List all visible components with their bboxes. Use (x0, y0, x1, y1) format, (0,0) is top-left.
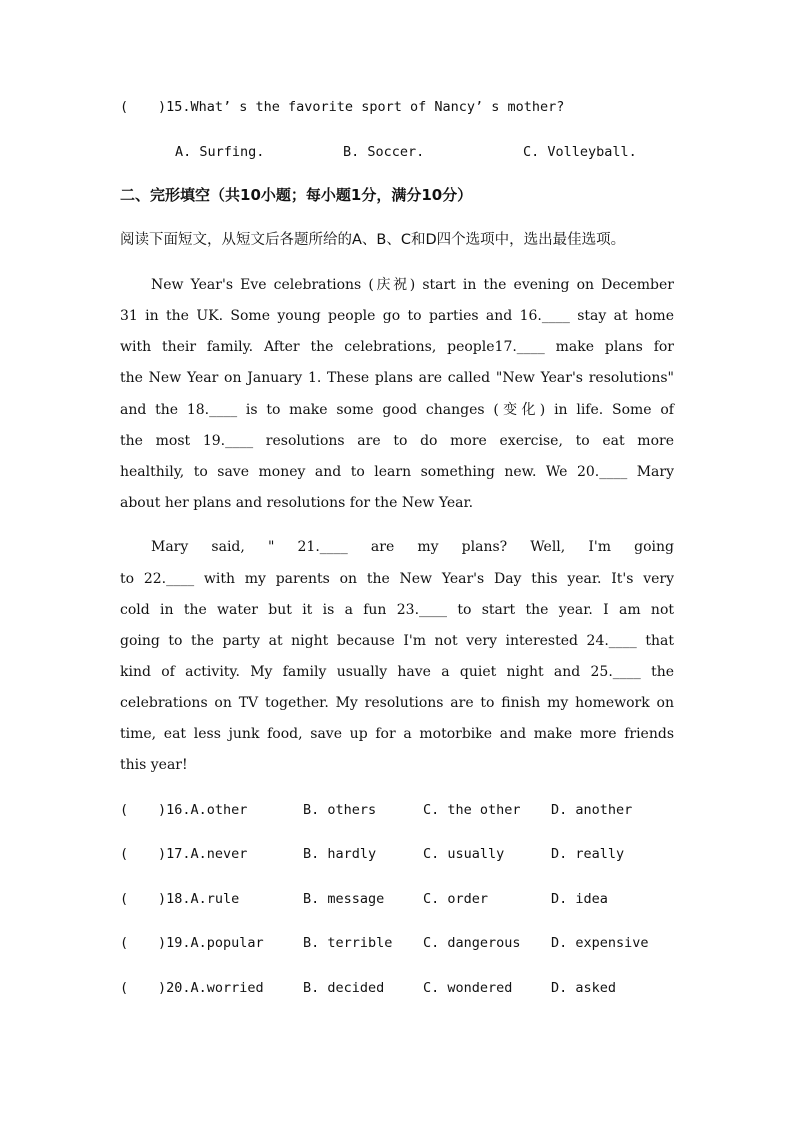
q15-line (120, 98, 565, 116)
passage-p2-line-3: cold in the water but it is a fun 23.____ to start the year. I am not (120, 602, 674, 618)
q20-option-c: C. wondered (423, 980, 513, 996)
q15-option-c: C. Volleyball. (523, 144, 637, 160)
q15-paren: ( (120, 99, 129, 115)
q20-option-d: D. asked (551, 980, 617, 996)
passage-p1-line-5: and the 18.____ is to make some good changes (变化) in life. Some of (120, 402, 674, 418)
passage-p1-line-4: the New Year on January 1. These plans are called "New Year's resolutions" (120, 370, 674, 386)
q15-text: )15.What’ s the favorite sport of Nancy’ s mother? (158, 99, 565, 115)
passage-p1-line-8: about her plans and resolutions for the New Year. (120, 495, 474, 511)
q16-option-a: )16.A.other (158, 802, 248, 818)
q16-option-d: D. another (551, 802, 633, 818)
q19-option-d: D. expensive (551, 935, 649, 951)
q19-option-a: )19.A.popular (158, 935, 264, 951)
passage-p2-line-8: this year! (120, 757, 188, 773)
q16-option-b: B. others (303, 802, 377, 818)
passage-p1-line-7: healthily, to save money and to learn something new. We 20.____ Mary (120, 464, 674, 480)
passage-p2-line-2: to 22.____ with my parents on the New Year's Day this year. It's very (120, 571, 674, 587)
section-instruction: 阅读下面短文，从短文后各题所给的A、B、C和D四个选项中，选出最佳选项。 (120, 232, 626, 248)
passage-p2-line-1: Mary said, " 21.____ are my plans? Well, I'm going (151, 539, 674, 555)
q18-option-b: B. message (303, 891, 385, 907)
q18-option-a: )18.A.rule (158, 891, 240, 907)
passage-p2-line-4: going to the party at night because I'm not very interested 24.____ that (120, 633, 674, 649)
q17-paren: ( (120, 846, 129, 862)
q16-option-c: C. the other (423, 802, 521, 818)
passage-p2-line-6: celebrations on TV together. My resolutions are to finish my homework on (120, 695, 674, 711)
section-heading: 二、完形填空（共10小题；每小题1分，满分10分） (120, 186, 473, 204)
q15-option-b: B. Soccer. (343, 144, 425, 160)
q17-option-a: )17.A.never (158, 846, 248, 862)
q20-option-a: )20.A.worried (158, 980, 264, 996)
q15-option-a: A. Surfing. (175, 144, 265, 160)
q17-option-c: C. usually (423, 846, 505, 862)
q19-option-b: B. terrible (303, 935, 393, 951)
passage-p2-line-5: kind of activity. My family usually have a quiet night and 25.____ the (120, 664, 674, 680)
q20-paren: ( (120, 980, 129, 996)
q19-paren: ( (120, 935, 129, 951)
q20-option-b: B. decided (303, 980, 385, 996)
passage-p1-line-3: with their family. After the celebrations, people17.____ make plans for (120, 339, 674, 355)
passage-p1-line-1: New Year's Eve celebrations (庆祝) start in the evening on December (151, 277, 674, 293)
q17-option-d: D. really (551, 846, 625, 862)
passage-p2-line-7: time, eat less junk food, save up for a motorbike and make more friends (120, 726, 674, 742)
q16-paren: ( (120, 802, 129, 818)
q18-option-c: C. order (423, 891, 489, 907)
q18-option-d: D. idea (551, 891, 608, 907)
passage-p1-line-2: 31 in the UK. Some young people go to parties and 16.____ stay at home (120, 308, 674, 324)
q18-paren: ( (120, 891, 129, 907)
q19-option-c: C. dangerous (423, 935, 521, 951)
q17-option-b: B. hardly (303, 846, 377, 862)
passage-p1-line-6: the most 19.____ resolutions are to do more exercise, to eat more (120, 433, 674, 449)
